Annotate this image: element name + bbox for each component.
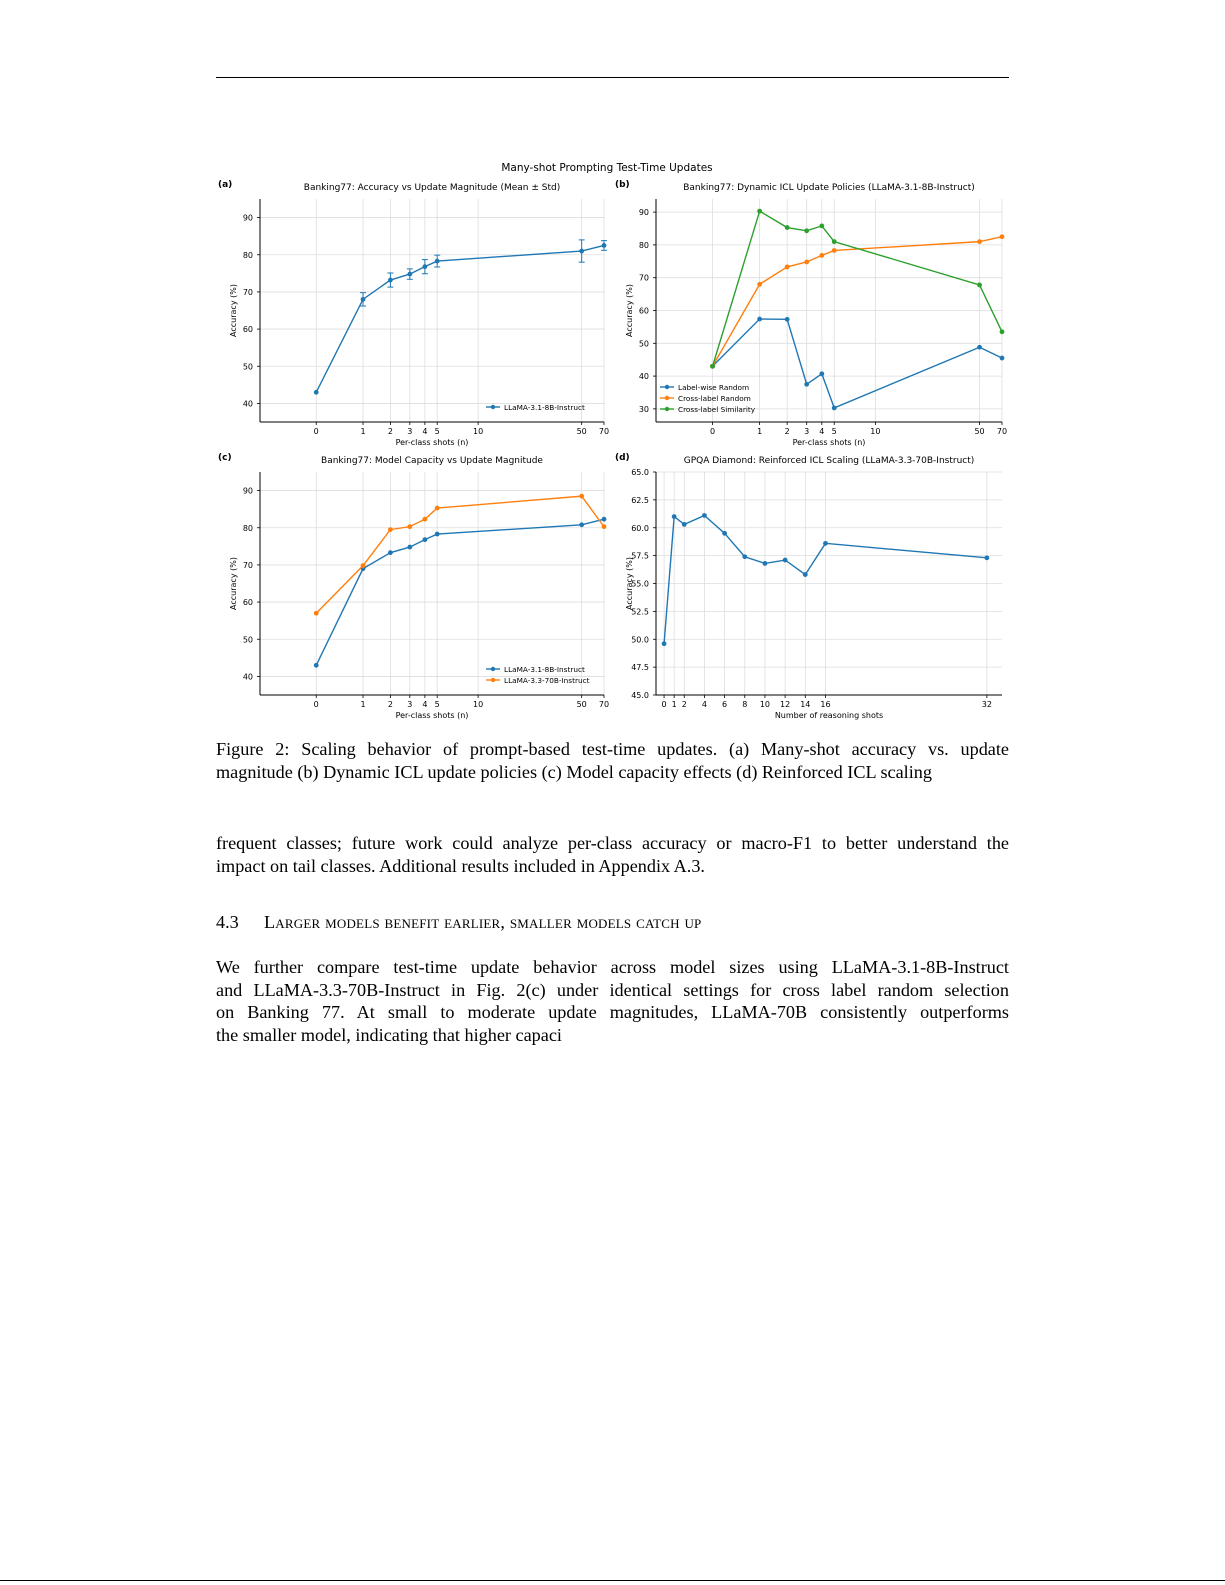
y-tick-label: 45.0 [631, 691, 649, 700]
data-point [662, 641, 667, 646]
data-point [804, 228, 809, 233]
data-point [314, 611, 319, 616]
x-tick-label: 5 [434, 427, 440, 436]
panel-label: (d) [615, 453, 630, 463]
y-tick-label: 90 [242, 213, 253, 223]
data-point [823, 541, 828, 546]
data-point [785, 317, 790, 322]
data-point [361, 297, 366, 302]
panel-label: (a) [218, 180, 233, 190]
y-tick-label: 52.5 [631, 607, 649, 617]
data-point [388, 550, 393, 555]
series-line [316, 519, 604, 665]
caption-line-2: magnitude (b) Dynamic ICL update policies (c) Model capacity effects (d) Reinforced ICL scaling [216, 762, 932, 782]
y-tick-label: 60 [638, 306, 649, 316]
panel-b [615, 180, 1007, 447]
paragraph-2-line-3: on Banking 77. At small to moderate update magnitudes, LLaMA-70B consistently outperforms [216, 1002, 1009, 1022]
y-tick-label: 50 [242, 362, 253, 372]
data-point [763, 561, 768, 566]
x-tick-label: 1 [757, 427, 763, 436]
section-title: Larger models benefit earlier, smaller models catch up [264, 912, 702, 932]
x-tick-label: 50 [974, 427, 985, 436]
chart-title: Banking77: Model Capacity vs Update Magnitude [321, 456, 543, 466]
data-point [832, 405, 837, 410]
y-tick-label: 62.5 [631, 495, 649, 505]
x-axis-label: Number of reasoning shots [774, 711, 884, 720]
y-tick-label: 55.0 [631, 579, 649, 589]
legend-swatch-marker [491, 667, 495, 671]
data-point [804, 260, 809, 265]
data-point [1000, 356, 1005, 361]
panel-label: (b) [615, 180, 630, 190]
x-tick-label: 50 [576, 427, 587, 436]
x-tick-label: 0 [313, 427, 319, 436]
x-tick-label: 14 [800, 700, 811, 709]
legend-label: LLaMA-3.3-70B-Instruct [504, 676, 590, 685]
data-point [803, 572, 808, 577]
chart-title: Banking77: Dynamic ICL Update Policies (LLaMA-3.1-8B-Instruct) [683, 183, 975, 193]
x-tick-label: 5 [434, 700, 440, 709]
data-point [710, 364, 715, 369]
footer-rule [0, 1580, 1225, 1581]
data-point [977, 283, 982, 288]
x-tick-label: 2 [387, 427, 393, 436]
paragraph-2-line-4: the smaller model, indicating that higher capaci [216, 1024, 562, 1045]
legend-swatch-marker [665, 407, 669, 411]
y-tick-label: 80 [638, 240, 649, 250]
series-line [713, 237, 1002, 367]
paragraph-2-line-2: and LLaMA-3.3-70B-Instruct in Fig. 2(c) under identical settings for cross label random selection [216, 979, 1009, 1000]
y-tick-label: 50.0 [631, 635, 649, 645]
legend [660, 383, 756, 414]
paragraph-2-line-1: We further compare test-time update behavior across model sizes using LLaMA-3.1-8B-Instruct [216, 957, 1009, 977]
x-tick-label: 50 [576, 700, 587, 709]
y-axis-label: Accuracy (%) [229, 557, 238, 610]
data-point [819, 223, 824, 228]
caption-line-1: Figure 2: Scaling behavior of prompt-based test-time updates. (a) Many-shot accuracy vs. update [216, 739, 1009, 759]
section-number: 4.3 [216, 912, 239, 932]
x-tick-label: 0 [710, 427, 716, 436]
data-point [407, 272, 412, 277]
data-point [819, 371, 824, 376]
data-point [1000, 329, 1005, 334]
y-tick-label: 30 [638, 404, 649, 414]
x-tick-label: 3 [407, 700, 413, 709]
data-point [783, 558, 788, 563]
data-point [977, 345, 982, 350]
legend-label: LLaMA-3.1-8B-Instruct [504, 665, 585, 674]
series-line [316, 496, 604, 613]
x-tick-label: 6 [722, 700, 728, 709]
series-line [713, 319, 1002, 408]
panel-label: (c) [218, 453, 232, 463]
y-tick-label: 47.5 [631, 663, 649, 673]
y-tick-label: 90 [638, 208, 649, 218]
data-point [579, 522, 584, 527]
section-heading [216, 912, 701, 933]
x-tick-label: 32 [981, 700, 992, 709]
x-tick-label: 0 [661, 700, 667, 709]
data-point [682, 522, 687, 527]
y-axis-label: Accuracy (%) [625, 557, 634, 610]
data-point [407, 524, 412, 529]
y-tick-label: 40 [242, 672, 253, 682]
legend [486, 665, 590, 685]
x-axis-label: Per-class shots (n) [395, 711, 469, 720]
x-tick-label: 12 [780, 700, 791, 709]
panel-d [615, 453, 1002, 720]
x-tick-label: 4 [701, 700, 707, 709]
data-point [602, 524, 607, 529]
x-tick-label: 70 [598, 427, 610, 436]
data-point [804, 382, 809, 387]
x-tick-label: 10 [759, 700, 771, 709]
legend-label: Label-wise Random [678, 383, 750, 392]
y-tick-label: 40 [638, 372, 649, 382]
x-tick-label: 4 [422, 700, 428, 709]
data-point [757, 317, 762, 322]
series-line [316, 245, 604, 392]
x-tick-label: 1 [671, 700, 677, 709]
figure-caption [216, 738, 1009, 784]
y-tick-label: 80 [242, 250, 253, 260]
x-tick-label: 1 [360, 427, 366, 436]
figure-suptitle: Many-shot Prompting Test-Time Updates [501, 162, 713, 174]
paragraph-1 [216, 832, 1009, 877]
y-tick-label: 70 [242, 560, 253, 570]
x-tick-label: 10 [473, 427, 484, 436]
x-tick-label: 2 [387, 700, 393, 709]
x-tick-label: 2 [784, 427, 790, 436]
panel-a [218, 180, 609, 447]
x-tick-label: 16 [820, 700, 831, 709]
x-tick-label: 0 [313, 700, 319, 709]
y-tick-label: 60 [242, 598, 253, 608]
data-point [314, 663, 319, 668]
data-point [407, 545, 412, 550]
data-point [757, 282, 762, 287]
y-tick-label: 57.5 [631, 551, 649, 561]
chart-title: Banking77: Accuracy vs Update Magnitude (Mean ± Std) [303, 183, 561, 193]
paragraph-1-line-1: frequent classes; future work could analyze per-class accuracy or macro-F1 to better understand the [216, 833, 1009, 853]
data-point [1000, 234, 1005, 239]
legend-swatch-marker [491, 405, 495, 409]
data-point [361, 563, 366, 568]
x-tick-label: 5 [831, 427, 837, 436]
data-point [785, 225, 790, 230]
figure-2 [0, 150, 1225, 730]
x-tick-label: 10 [870, 427, 881, 436]
legend-swatch-marker [491, 678, 495, 682]
data-point [832, 248, 837, 253]
legend [486, 403, 585, 412]
x-tick-label: 4 [819, 427, 825, 436]
y-tick-label: 50 [242, 635, 253, 645]
x-tick-label: 10 [473, 700, 484, 709]
paragraph-2 [216, 956, 1009, 1046]
y-axis-label: Accuracy (%) [229, 284, 238, 337]
data-point [722, 531, 727, 536]
data-point [785, 264, 790, 269]
legend-swatch-marker [665, 385, 669, 389]
x-tick-label: 3 [804, 427, 810, 436]
data-point [579, 494, 584, 499]
data-point [757, 209, 762, 214]
legend-label: Cross-label Random [678, 394, 751, 403]
data-point [422, 264, 427, 269]
y-tick-label: 50 [638, 339, 649, 349]
chart-title: GPQA Diamond: Reinforced ICL Scaling (LLaMA-3.3-70B-Instruct) [683, 456, 975, 466]
x-axis-label: Per-class shots (n) [792, 438, 866, 447]
data-point [579, 249, 584, 254]
data-point [832, 239, 837, 244]
data-point [314, 390, 319, 395]
y-tick-label: 65.0 [631, 468, 649, 477]
data-point [672, 514, 677, 519]
x-tick-label: 1 [360, 700, 366, 709]
data-point [422, 537, 427, 542]
x-tick-label: 2 [681, 700, 687, 709]
data-point [435, 506, 440, 511]
y-tick-label: 80 [242, 523, 253, 533]
y-tick-label: 40 [242, 399, 253, 409]
y-tick-label: 90 [242, 486, 253, 496]
data-point [977, 239, 982, 244]
x-axis-label: Per-class shots (n) [395, 438, 469, 447]
x-tick-label: 8 [742, 700, 748, 709]
y-tick-label: 70 [638, 273, 649, 283]
legend-label: Cross-label Similarity [678, 405, 756, 414]
y-tick-label: 60.0 [631, 523, 649, 533]
data-point [819, 253, 824, 258]
paragraph-1-line-2: impact on tail classes. Additional results included in Appendix A.3. [216, 855, 705, 876]
legend-swatch-marker [665, 396, 669, 400]
data-point [602, 243, 607, 248]
header-rule [216, 77, 1009, 78]
data-point [388, 527, 393, 532]
y-tick-label: 70 [242, 287, 253, 297]
x-tick-label: 70 [996, 427, 1008, 436]
legend-label: LLaMA-3.1-8B-Instruct [504, 403, 585, 412]
data-point [984, 555, 989, 560]
data-point [602, 517, 607, 522]
y-axis-label: Accuracy (%) [625, 284, 634, 337]
x-tick-label: 3 [407, 427, 413, 436]
data-point [422, 517, 427, 522]
x-tick-label: 70 [598, 700, 610, 709]
data-point [435, 532, 440, 537]
data-point [702, 513, 707, 518]
panel-c [218, 453, 609, 720]
data-point [742, 554, 747, 559]
data-point [435, 259, 440, 264]
x-tick-label: 4 [422, 427, 428, 436]
y-tick-label: 60 [242, 325, 253, 335]
data-point [388, 278, 393, 283]
